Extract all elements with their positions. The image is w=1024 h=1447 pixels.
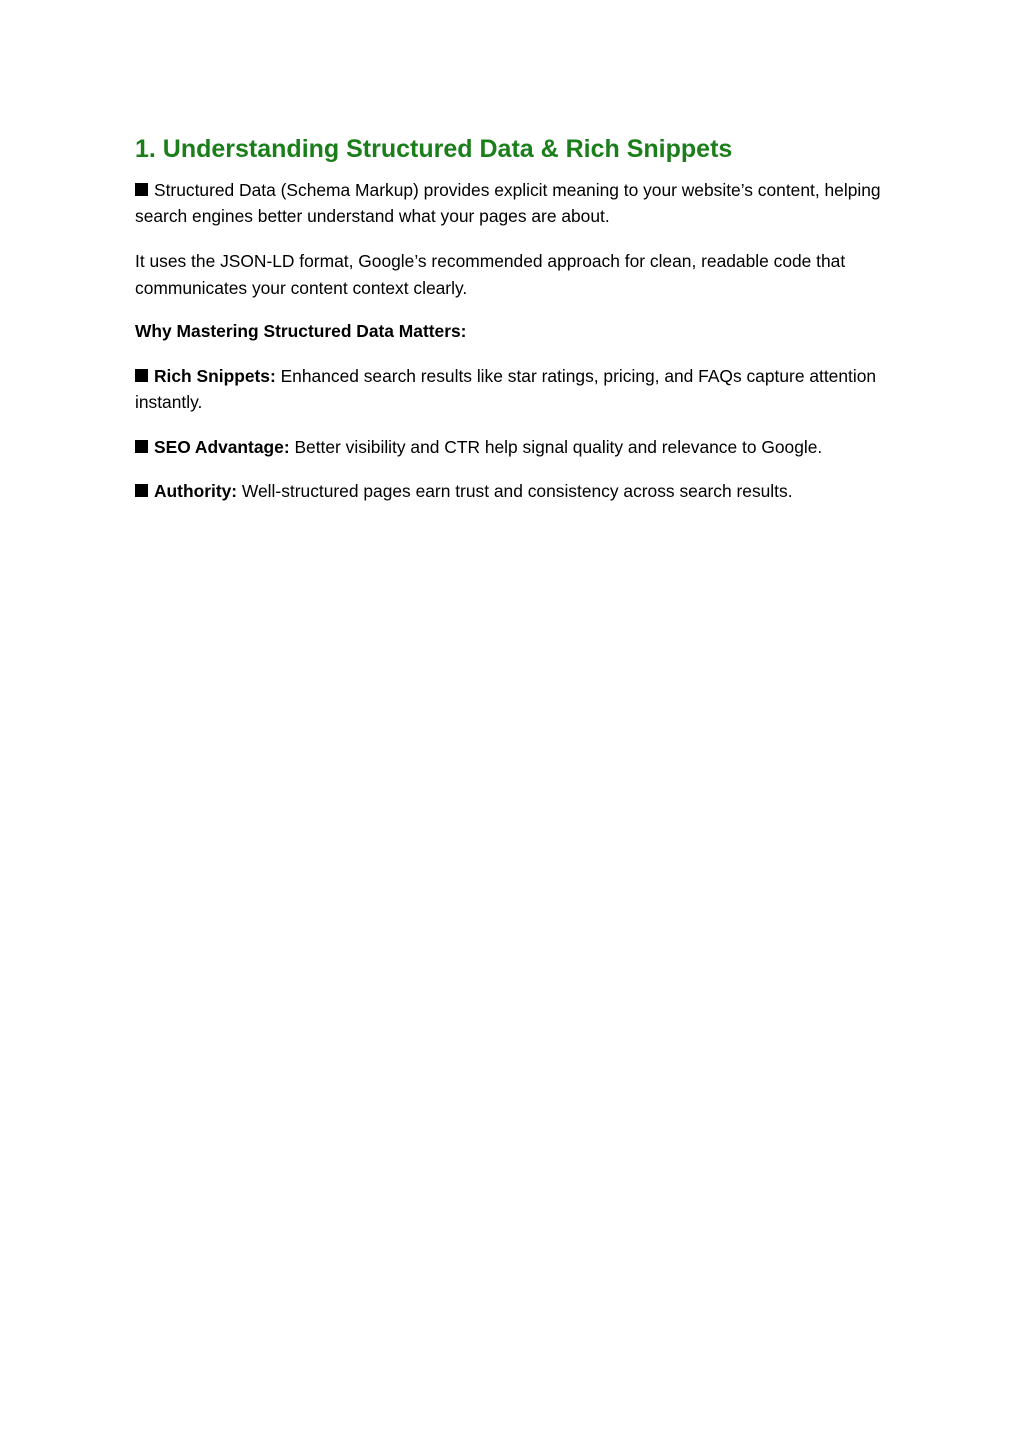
bullet-text: Enhanced search results like star ratings, pricing, and FAQs capture attention instantly.	[135, 366, 877, 412]
section-heading: 1. Understanding Structured Data & Rich Snippets	[135, 135, 733, 163]
why-heading: Why Mastering Structured Data Matters:	[135, 321, 467, 341]
bullet-seo-advantage	[135, 434, 895, 460]
square-bullet-icon	[135, 369, 148, 382]
json-ld-paragraph: It uses the JSON-LD format, Google’s recommended approach for clean, readable code that communicates your content context clearly.	[135, 251, 846, 298]
bullet-term: Authority:	[154, 481, 238, 501]
section-content	[135, 133, 895, 504]
square-bullet-icon	[135, 183, 148, 196]
intro-text: Structured Data (Schema Markup) provides explicit meaning to your website’s content, helping search engines better understand what your pages are about.	[135, 180, 881, 226]
bullet-text: Better visibility and CTR help signal quality and relevance to Google.	[289, 437, 823, 457]
square-bullet-icon	[135, 484, 148, 497]
bullet-text: Well-structured pages earn trust and consistency across search results.	[237, 481, 793, 501]
bullet-rich-snippets	[135, 363, 895, 415]
square-bullet-icon	[135, 440, 148, 453]
bullet-term: SEO Advantage:	[154, 437, 290, 457]
bullet-term: Rich Snippets:	[154, 366, 276, 386]
intro-paragraph	[135, 177, 895, 229]
bullet-authority	[135, 478, 895, 504]
